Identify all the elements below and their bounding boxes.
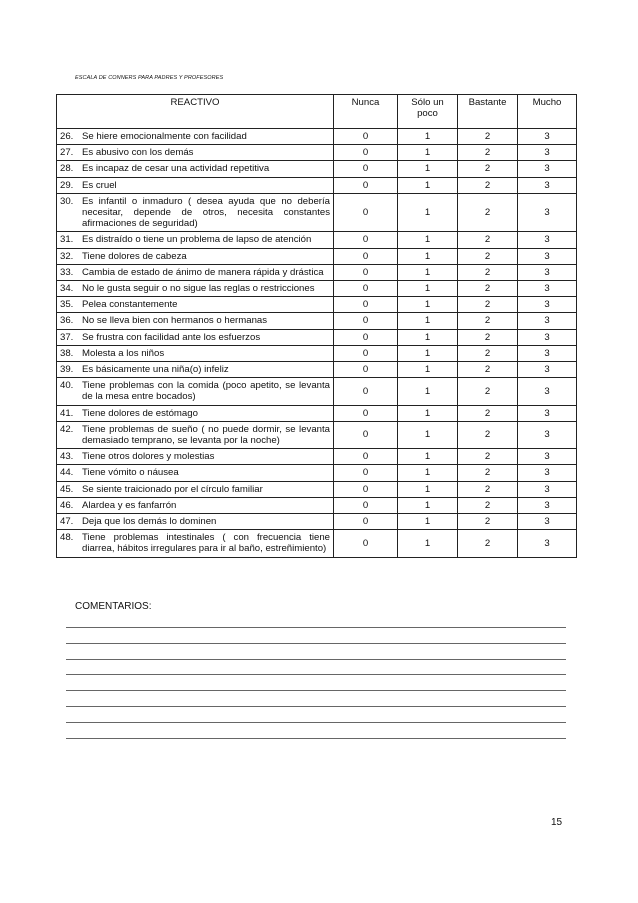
score-bastante: 2 [458, 281, 518, 297]
item-cell [57, 362, 334, 378]
comments-label: COMENTARIOS: [75, 601, 152, 612]
score-nunca: 0 [334, 345, 398, 361]
score-solo-un-poco: 1 [398, 281, 458, 297]
item-text: Es cruel [82, 179, 117, 191]
table-row [57, 193, 577, 232]
item-number: 38. [60, 347, 74, 359]
comment-line [66, 738, 566, 739]
score-solo-un-poco: 1 [398, 129, 458, 145]
score-solo-un-poco: 1 [398, 530, 458, 557]
score-bastante: 2 [458, 232, 518, 248]
item-text: Tiene problemas con la comida (poco apetito, se levanta de la mesa entre bocados) [82, 380, 330, 403]
score-bastante: 2 [458, 345, 518, 361]
score-bastante: 2 [458, 362, 518, 378]
item-number: 36. [60, 315, 74, 327]
score-nunca: 0 [334, 449, 398, 465]
item-cell [57, 378, 334, 405]
score-mucho: 3 [518, 145, 577, 161]
item-cell [57, 405, 334, 421]
score-bastante: 2 [458, 313, 518, 329]
item-number: 31. [60, 234, 74, 246]
score-nunca: 0 [334, 193, 398, 232]
item-cell [57, 281, 334, 297]
score-nunca: 0 [334, 405, 398, 421]
item-text: No se lleva bien con hermanos o hermanas [82, 315, 268, 327]
item-text: Tiene vómito o náusea [82, 467, 179, 479]
page-number: 15 [551, 817, 563, 828]
item-number: 40. [60, 380, 74, 392]
score-nunca: 0 [334, 145, 398, 161]
score-nunca: 0 [334, 329, 398, 345]
item-text: Es infantil o inmaduro ( desea ayuda que no debería necesitar, depende de otros, necesita constantes afirmaciones de seguridad) [82, 195, 330, 230]
table-row [57, 530, 577, 557]
column-header-nunca: Nunca [334, 95, 398, 129]
score-solo-un-poco: 1 [398, 248, 458, 264]
score-solo-un-poco: 1 [398, 264, 458, 280]
scale-header: ESCALA DE CONNERS PARA PADRES Y PROFESORES [75, 75, 224, 81]
table-row [57, 264, 577, 280]
item-number: 45. [60, 483, 74, 495]
score-solo-un-poco: 1 [398, 405, 458, 421]
score-solo-un-poco: 1 [398, 449, 458, 465]
score-mucho: 3 [518, 449, 577, 465]
item-number: 35. [60, 299, 74, 311]
item-text: Es abusivo con los demás [82, 147, 194, 159]
table-row [57, 145, 577, 161]
item-cell [57, 297, 334, 313]
column-header-solo-un-poco: Sólo un poco [398, 95, 458, 129]
item-cell [57, 421, 334, 448]
column-header-reactivo: REACTIVO [57, 95, 334, 129]
score-bastante: 2 [458, 378, 518, 405]
item-text: Molesta a los niños [82, 347, 165, 359]
score-mucho: 3 [518, 248, 577, 264]
score-nunca: 0 [334, 481, 398, 497]
item-text: Pelea constantemente [82, 299, 178, 311]
score-bastante: 2 [458, 465, 518, 481]
score-bastante: 2 [458, 193, 518, 232]
score-nunca: 0 [334, 497, 398, 513]
item-number: 37. [60, 331, 74, 343]
table-row [57, 177, 577, 193]
score-mucho: 3 [518, 129, 577, 145]
score-bastante: 2 [458, 297, 518, 313]
item-text: Es básicamente una niña(o) infeliz [82, 364, 229, 376]
score-solo-un-poco: 1 [398, 313, 458, 329]
comment-line [66, 643, 566, 644]
item-cell [57, 232, 334, 248]
table-header-row [57, 95, 577, 129]
score-mucho: 3 [518, 405, 577, 421]
item-number: 34. [60, 283, 74, 295]
score-solo-un-poco: 1 [398, 362, 458, 378]
table-row [57, 378, 577, 405]
score-solo-un-poco: 1 [398, 161, 458, 177]
item-cell [57, 129, 334, 145]
score-solo-un-poco: 1 [398, 481, 458, 497]
table-row [57, 345, 577, 361]
comment-line [66, 659, 566, 660]
item-cell [57, 313, 334, 329]
item-cell [57, 264, 334, 280]
item-text: Es distraído o tiene un problema de lapso de atención [82, 234, 312, 246]
score-solo-un-poco: 1 [398, 421, 458, 448]
score-mucho: 3 [518, 177, 577, 193]
score-nunca: 0 [334, 297, 398, 313]
item-text: Tiene problemas de sueño ( no puede dormir, se levanta demasiado temprano, se levanta por la noche) [82, 423, 330, 447]
conners-scale-table [56, 94, 577, 558]
score-nunca: 0 [334, 465, 398, 481]
score-solo-un-poco: 1 [398, 465, 458, 481]
score-bastante: 2 [458, 145, 518, 161]
table-row [57, 405, 577, 421]
score-nunca: 0 [334, 313, 398, 329]
score-mucho: 3 [518, 481, 577, 497]
score-bastante: 2 [458, 264, 518, 280]
score-solo-un-poco: 1 [398, 297, 458, 313]
table-row [57, 329, 577, 345]
table-row [57, 421, 577, 448]
item-number: 33. [60, 266, 74, 278]
score-nunca: 0 [334, 177, 398, 193]
table-row [57, 129, 577, 145]
item-cell [57, 193, 334, 232]
score-mucho: 3 [518, 345, 577, 361]
score-bastante: 2 [458, 421, 518, 448]
item-number: 26. [60, 131, 74, 142]
score-bastante: 2 [458, 248, 518, 264]
item-text: Se frustra con facilidad ante los esfuerzos [82, 331, 261, 343]
comment-line [66, 706, 566, 707]
score-bastante: 2 [458, 449, 518, 465]
score-bastante: 2 [458, 497, 518, 513]
score-solo-un-poco: 1 [398, 514, 458, 530]
score-nunca: 0 [334, 129, 398, 145]
column-header-mucho: Mucho [518, 95, 577, 129]
item-text: Deja que los demás lo dominen [82, 516, 217, 528]
score-bastante: 2 [458, 481, 518, 497]
comment-line [66, 690, 566, 691]
item-cell [57, 248, 334, 264]
item-text: Es incapaz de cesar una actividad repetitiva [82, 163, 270, 175]
score-mucho: 3 [518, 362, 577, 378]
score-nunca: 0 [334, 378, 398, 405]
score-nunca: 0 [334, 514, 398, 530]
score-solo-un-poco: 1 [398, 329, 458, 345]
score-bastante: 2 [458, 129, 518, 145]
score-mucho: 3 [518, 161, 577, 177]
table-row [57, 281, 577, 297]
item-number: 47. [60, 516, 74, 528]
item-number: 28. [60, 163, 74, 175]
item-number: 48. [60, 532, 74, 544]
item-cell [57, 497, 334, 513]
item-cell [57, 329, 334, 345]
column-header-bastante: Bastante [458, 95, 518, 129]
score-solo-un-poco: 1 [398, 193, 458, 232]
item-number: 39. [60, 364, 74, 376]
table-row [57, 248, 577, 264]
score-nunca: 0 [334, 232, 398, 248]
score-mucho: 3 [518, 497, 577, 513]
score-mucho: 3 [518, 264, 577, 280]
score-solo-un-poco: 1 [398, 177, 458, 193]
score-nunca: 0 [334, 281, 398, 297]
item-cell [57, 481, 334, 497]
item-text: Se hiere emocionalmente con facilidad [82, 131, 247, 142]
score-solo-un-poco: 1 [398, 232, 458, 248]
score-solo-un-poco: 1 [398, 497, 458, 513]
item-number: 42. [60, 423, 74, 435]
item-text: Tiene dolores de cabeza [82, 250, 187, 262]
table-row [57, 362, 577, 378]
table-row [57, 161, 577, 177]
table-row [57, 465, 577, 481]
score-nunca: 0 [334, 248, 398, 264]
score-mucho: 3 [518, 421, 577, 448]
score-nunca: 0 [334, 421, 398, 448]
score-bastante: 2 [458, 530, 518, 557]
item-number: 43. [60, 451, 74, 463]
score-bastante: 2 [458, 514, 518, 530]
item-cell [57, 177, 334, 193]
score-mucho: 3 [518, 465, 577, 481]
score-mucho: 3 [518, 530, 577, 557]
table-body [57, 129, 577, 558]
score-nunca: 0 [334, 362, 398, 378]
item-cell [57, 345, 334, 361]
item-text: Alardea y es fanfarrón [82, 499, 177, 511]
table-row [57, 481, 577, 497]
score-solo-un-poco: 1 [398, 345, 458, 361]
item-text: Tiene dolores de estómago [82, 407, 198, 419]
item-cell [57, 145, 334, 161]
score-mucho: 3 [518, 232, 577, 248]
item-number: 41. [60, 407, 74, 419]
score-mucho: 3 [518, 378, 577, 405]
table-row [57, 449, 577, 465]
score-bastante: 2 [458, 329, 518, 345]
score-mucho: 3 [518, 297, 577, 313]
item-cell [57, 449, 334, 465]
item-cell [57, 465, 334, 481]
item-number: 30. [60, 195, 74, 207]
item-number: 44. [60, 467, 74, 479]
item-number: 32. [60, 250, 74, 262]
comment-line [66, 722, 566, 723]
score-bastante: 2 [458, 405, 518, 421]
table-row [57, 313, 577, 329]
table-row [57, 232, 577, 248]
item-text: Cambia de estado de ánimo de manera rápida y drástica [82, 266, 324, 278]
item-text: Tiene problemas intestinales ( con frecuencia tiene diarrea, hábitos irregulares para ir al baño, estreñimiento) [82, 532, 330, 555]
item-cell [57, 161, 334, 177]
score-solo-un-poco: 1 [398, 145, 458, 161]
item-number: 27. [60, 147, 74, 159]
table-row [57, 497, 577, 513]
score-bastante: 2 [458, 177, 518, 193]
item-cell [57, 530, 334, 557]
table-row [57, 514, 577, 530]
item-text: No le gusta seguir o no sigue las reglas o restricciones [82, 283, 315, 295]
comment-line [66, 674, 566, 675]
comment-line [66, 627, 566, 628]
score-mucho: 3 [518, 281, 577, 297]
score-bastante: 2 [458, 161, 518, 177]
item-text: Se siente traicionado por el círculo familiar [82, 483, 263, 495]
score-nunca: 0 [334, 161, 398, 177]
table-row [57, 297, 577, 313]
score-solo-un-poco: 1 [398, 378, 458, 405]
item-cell [57, 514, 334, 530]
score-nunca: 0 [334, 530, 398, 557]
score-mucho: 3 [518, 313, 577, 329]
score-mucho: 3 [518, 329, 577, 345]
item-number: 29. [60, 179, 74, 191]
item-number: 46. [60, 499, 74, 511]
score-mucho: 3 [518, 514, 577, 530]
score-nunca: 0 [334, 264, 398, 280]
item-text: Tiene otros dolores y molestias [82, 451, 215, 463]
score-mucho: 3 [518, 193, 577, 232]
